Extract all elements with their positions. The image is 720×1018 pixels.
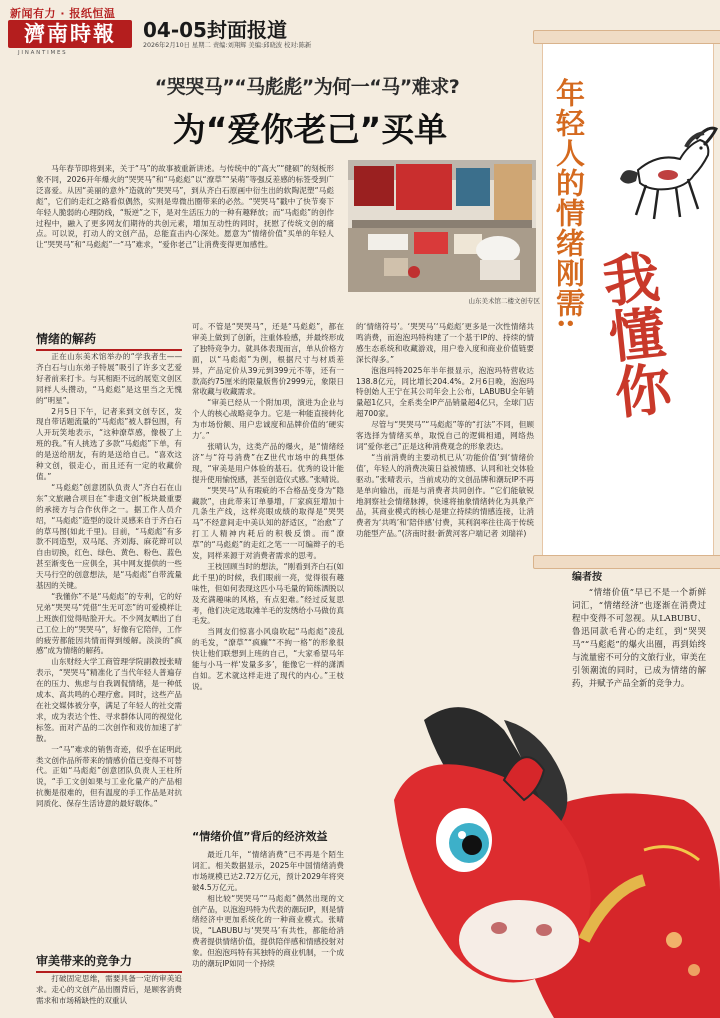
- banner-top-hook: [533, 30, 720, 44]
- headline-kicker: “哭哭马”“马彪彪”为何一“马”难求?: [154, 76, 460, 98]
- section1-title: 情绪的解药: [36, 332, 97, 346]
- s1-para-6: 一“马”难求的销售奇迹，似乎在证明此类文创作品所带来的情感价值已变得不可替代。正如“马彪彪”创意团队负责人王柱所说，“手工文创如果与工业化量产的产品相抗衡是很难的，但有温度的手工作品是对抗同质化、保存生活诗意的最好载体。”: [36, 744, 182, 809]
- logo-subtitle: J I N A N T I M E S: [18, 50, 66, 56]
- banner-vertical-title: 年轻人的情绪刚需:: [552, 78, 586, 330]
- s1-para-3: “马彪彪”创意团队负责人“齐白石在山东”文旅融合项目在“非遗文创”板块最重要的承接方与合作伙伴之一。据工作人员介绍，“马彪彪”造型的设计灵感来自于齐白石的草马图(如此千里)。目前，“马彪彪”有多款不同造型，双马尾、齐刘海、麻花辫可以自由切换，红色、绿色、黄色、粉色、蓝色甚至渐变色一应俱全，其中网友提供的一些天马行空的创意想法，是“马彪彪”自带流量基因的关键。: [36, 482, 182, 591]
- section2-heading: [36, 952, 182, 973]
- headline-main: 为“爱你老己”买单: [172, 110, 448, 149]
- s1-para-2: 2月5日下午，记者来到文创专区，发现自带话题流量的“马彪彪”被人群包围，有人开玩笑地表示，“这种潦草感，像极了上班的我。”有人挑选了多款“马彪彪”下单，有的是送给朋友，有的是送给自己。“喜欢这种文创，很走心，而且还有一定的收藏价值。”: [36, 406, 182, 481]
- red-horse-plush-photo: [354, 690, 720, 1018]
- section-title: 04-05封面报道: [143, 18, 287, 42]
- section2-title: 审美带来的竞争力: [36, 954, 133, 968]
- section1-heading: [36, 330, 182, 351]
- ink-horse-illustration: [618, 115, 718, 225]
- c2-para-1: 可。不管是“哭哭马”，还是“马彪彪”，都在审美上做到了创新，注重体验感，并最终形成了独特竞争力。就具体表现而言，单从价格方面，以“马彪彪”为例，根据尺寸与材质差异，产品定价从39元到399元不等，还有一款高约75厘米的限量版售价2999元，象限日常收藏与收藏需求。: [192, 322, 344, 397]
- column-2: [192, 322, 344, 693]
- c2-sub-para-2: 相比较“哭哭马”“马彪彪”偶然出现的文创产品，以泡泡玛特为代表的潮玩IP，则是情绪经济中更加系统化的一种商业模式。张晴说，“LABUBU与‘哭哭马’有共性，都能给消费者提供情绪价值，提供陪伴感和情感投射对象。但泡泡玛特有其独特的商业机制，一个成功的潮玩IP如同一个持续: [192, 893, 344, 969]
- section3-heading: [192, 828, 344, 844]
- logo-text: 濟南時報: [24, 21, 116, 46]
- c2-para-6: 当网友们惊喜小风扇吹起“马彪彪”凌乱的毛发，“潦草”“疯癫”“不拘一格”的形象很快让他们联想到上班的自己，“大家希望马年能与小马一样‘发量多多’，能像它一样的潇洒自如。艺术就这样走进了现代的内心。”王枝说。: [192, 627, 344, 691]
- banner-calligraphy: 我懂你: [591, 247, 675, 421]
- s2-para-1: 打破固定思维，需要具备一定的审美追求。走心的文创产品出圈背后，是顾客消费需求和市场稀缺性的双重认: [36, 974, 182, 1005]
- column-2-bottom: [192, 850, 344, 970]
- c3-para-1: 的‘情绪符号’。‘哭哭马’‘马彪彪’更多是一次性情绪共鸣消费，而泡泡玛特构建了一个基于IP的、持续的情感生态系统和收藏游戏，用户卷入度和商业价值链要深长得多。”: [356, 322, 534, 364]
- c2-para-2: “审美已经从一个附加项，演进为企业与个人的核心战略竞争力。它是一种能直接转化为市场份额、用户忠诚度和品牌价值的‘硬实力’。”: [192, 398, 344, 441]
- masthead-slogan: 新闻有力 · 报纸恒温: [10, 7, 116, 20]
- editor-note-text: “情绪价值”早已不是一个新鲜词汇，“情绪经济”也逐渐在消费过程中变得不可忽视。从LABUBU、鲁迅同款毛背心的走红，到“哭哭马”“马彪彪”的爆火出圈，再到始终与流量密不可分的文旅行业，审美在引领潮流的同时，已成为情绪的解药，并赋予产品全新的竞争力。: [572, 587, 706, 688]
- s1-para-1: 正在山东美术馆举办的“学我者生——齐白石与山东弟子特展”吸引了许多文艺爱好者前来打卡。与其相距不远的展览文创区同样人头攒动，“马彪彪”是这里当之无愧的“明星”。: [36, 352, 182, 405]
- c2-sub-para-1: 最近几年，“情绪消费”已不再是个陌生词汇。相关数据显示，2025年中国情绪消费市场规模已达2.72万亿元，预计2029年将突破4.5万亿元。: [192, 850, 344, 892]
- c3-para-2: 泡泡玛特2025年半年报显示，泡泡玛特营收达138.8亿元，同比增长204.4%。2月6日晚，泡泡玛特创始人王宁在其公司年会上公布，LABUBU全年销量超1亿只，全系类全IP产品销量超4亿只，全球门店超700家。: [356, 365, 534, 419]
- s1-para-5: 山东财经大学工商管理学院副教授张晴表示，“哭哭马”精准化了当代年轻人普遍存在的压力、焦虑与自我调侃情绪，是一种低成本、高共鸣的心理疗愈。同时，这些产品在社交媒体被分享，满足了年轻人的社交需求，成为表达个性、寻求群体认同的视觉化标签。而对产品的二次创作和戏仿加速了扩散。: [36, 657, 182, 743]
- column-1-bottom: [36, 974, 182, 1007]
- newspaper-logo: [8, 20, 132, 48]
- lead-paragraph: 马年春节即将到来，关于“马”的故事被重新讲述。与传统中的“高大”“健硕”的刻板形象不同，2026开年爆火的“哭哭马”和“马彪彪”以“潦草”“呆萌”等强反差感的标签受到广泛喜爱。从因“美丽的意外”造就的“哭哭马”，到从齐白石原画中衍生出的软陶泥塑“马彪彪”，它们的走红之路看似偶然，实则是卑微出圈带来的必然。“哭哭马”戳中了快节奏下年轻人脆弱的心理防线，“叛逆”之下，是对生活压力的一种有趣释放；而“马彪彪”的创作过程中，融入了更多网友们期待的共创元素，增加互动性的同时，抚慰了传统文创的痛点。可以说，打动人的文创产品，总能直击内心深处。愿意为“情绪价值”买单的年轻人让“哭哭马”和“马彪彪”一“马”难求，“爱你老己”让消费变得更加感性。: [36, 164, 334, 250]
- photo-shop-display: [348, 160, 536, 292]
- editor-note: [572, 568, 706, 690]
- c2-para-5: 王枝回顾当时的想法，“刚看到齐白石(如此千里)的时候，我们眼前一亮，觉得很有趣味性，但如何表现这匹小马毛量的简练洒脱以及充满趣味的风格，有点犯难。”经过反复思考，他们决定选取滩羊毛的发绣给小马做仿真毛发。: [192, 561, 344, 626]
- c2-para-3: 张晴认为，这类产品的爆火，是“情绪经济”与“符号消费”在Z世代市场中的典型体现，“审美是用户体验的基石。优秀的设计能提升使用愉悦感，甚至创造仪式感。”张晴说。: [192, 441, 345, 484]
- banner-bottom-roll: [533, 555, 720, 569]
- c3-para-3: 尽管与“哭哭马”“马彪彪”等的“打法”不同，但顾客选择为情绪买单，取悦自己的逻辑相通，网络热词“爱你老己”正是这种消费观念的形象表达。: [356, 420, 534, 451]
- editor-note-label: 编者按: [572, 572, 602, 583]
- section3-title: “情绪价值”背后的经济效益: [192, 830, 328, 843]
- c3-para-4: “当前消费的主要动机已从‘功能价值’到‘情绪价值’，年轻人的消费决策日益被情感、认同和社交体验驱动。”张晴表示，当前成功的文创品牌和潮玩IP不再是单向输出，而是与消费者共同创作。“它们能敏锐地洞察社会情绪脉搏，快速将抽象情绪转化为具象产品，其商业模式的核心是建立持续的情感连接，让消费者为‘共鸣’和‘陪伴感’付费，其利润率往往高于传统功能型产品。”(济南时报·新黄河客户端记者 刘瑞祥): [356, 452, 534, 539]
- c2-para-4: “哭哭马”从有瑕疵的不合格品变身为“隐藏款”，由此带来订单暴增，厂家疯狂增加十几条生产线，这样亮眼成绩的取得是“哭哭马”不经意间走中美认知的舒适区，“治愈”了打工人精神内耗后的积极反馈。而“潦草”的“马彪彪”的走红之笔一一可编辫子的毛发，同样来源于对消费者需求的思考。: [192, 485, 344, 561]
- photo-caption: 山东美术馆二楼文创专区: [468, 297, 540, 305]
- column-3: [356, 322, 534, 540]
- issue-meta: 2026年2月10日 星期二 责编:刘翔辉 美编:邱晓波 校对:陈新: [143, 42, 312, 49]
- s1-para-4: “我懂你”不是“马彪彪”的专利，它的好兄弟“哭哭马”凭借“生无可恋”的可爱模样让上班族们觉得贴脸开大。不少网友晒出了自己工位上的“哭哭马”，好像有它陪伴，工作的疲劳都能因共情而得到缓解。淡淡的“疯感”成为情绪的解药。: [36, 591, 182, 656]
- column-1: [36, 352, 182, 810]
